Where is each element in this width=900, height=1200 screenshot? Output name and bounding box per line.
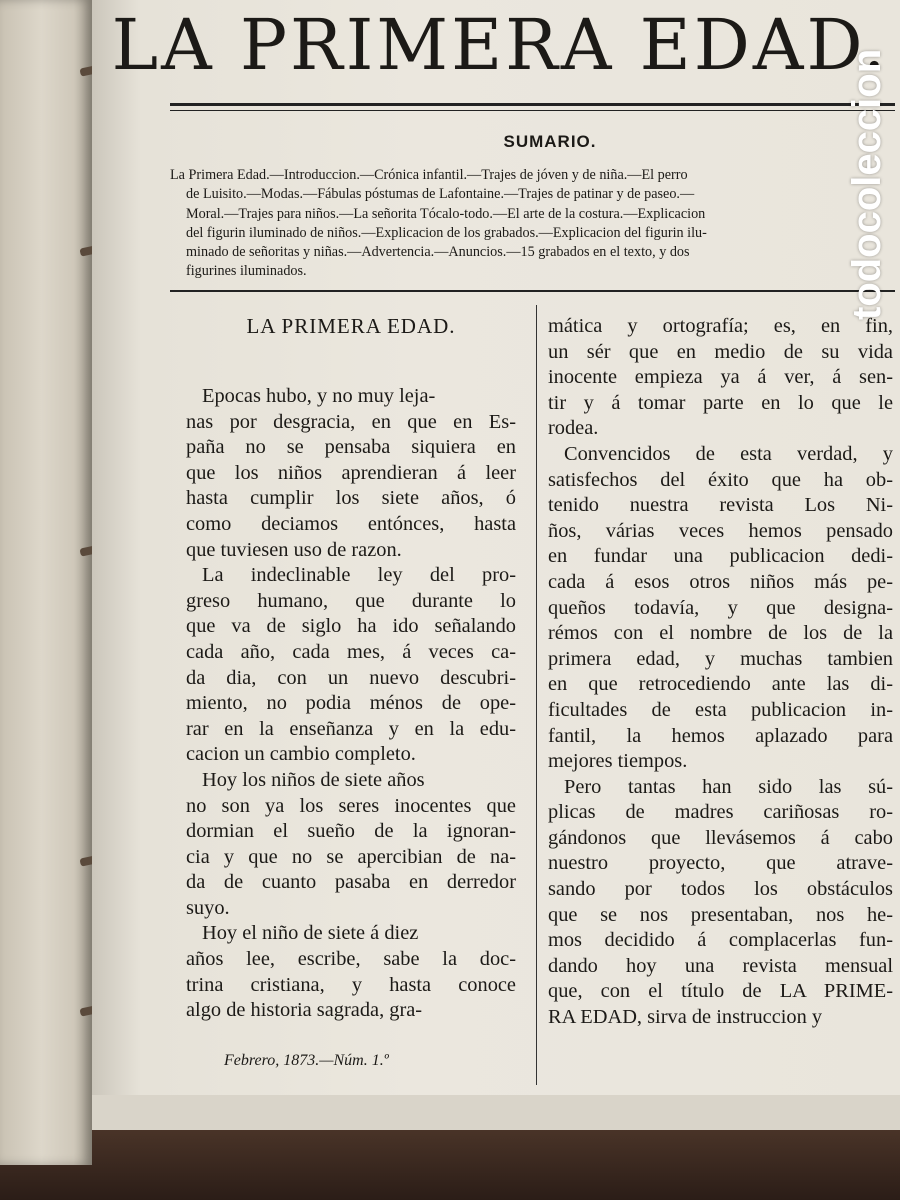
article-line: cia y que no se apercibian de na- [186,845,516,868]
article-line: tir y á tomar parte en lo que le [548,391,893,414]
masthead-rule-thin [170,110,895,111]
sumario-line: figurines iluminados. [186,263,307,280]
article-title: LA PRIMERA EDAD. [246,314,456,338]
article-line: hasta cumplir los siete años, ó [186,487,516,510]
section-rule [170,290,895,292]
article-line: inocente empieza ya á ver, á sen- [548,366,893,389]
article-line: cada año, cada mes, á veces ca- [186,640,516,663]
article-line: un sér que en medio de su vida [548,340,893,363]
article-line: que los niños aprendieran á leer [186,461,516,484]
article-line: como deciamos entónces, hasta [186,512,516,535]
article-line: mática y ortografía; es, en fin, [548,315,893,337]
article-line: Epocas hubo, y no muy leja- [202,385,436,407]
article-line: rodea. [548,417,599,440]
sumario-line: Moral.—Trajes para niños.—La señorita Tócalo-todo.—El arte de la costura.—Explicacion [186,205,706,222]
masthead-rule-thick [170,103,895,106]
article-line: nas por desgracia, en que en Es- [186,410,516,433]
article-line: mejores tiempos. [548,750,688,773]
article-line: mos decidido á complacerlas fun- [548,929,893,952]
article-line: cada á esos otros niños más pe- [548,570,893,593]
issue-footer: Febrero, 1873.—Núm. 1.º [224,1052,389,1069]
article-line: dormian el sueño de la ignoran- [186,820,516,843]
article-line: Convencidos de esta verdad, y [564,442,893,465]
article-line: que, con el título de LA PRIME- [548,980,893,1003]
article-line: cacion un cambio completo. [186,743,416,766]
masthead-title: LA PRIMERA EDAD. [111,4,889,86]
article-line: Hoy el niño de siete á diez [202,922,419,945]
article-line: paña no se pensaba siquiera en [186,436,516,459]
book-spine [0,0,92,1165]
column-divider [536,305,537,1085]
sumario-line: de Luisito.—Modas.—Fábulas póstumas de Lafontaine.—Trajes de patinar y de paseo.— [186,186,695,203]
article-line: sando por todos los obstáculos [548,878,893,901]
sumario-line: del figurin iluminado de niños.—Explicacion de los grabados.—Explicacion del figurin ilu- [186,224,707,241]
watermark: todocoleccion [845,48,889,320]
article-line: años lee, escribe, sabe la doc- [186,948,516,971]
article-line: ños, várias veces hemos pensado [548,519,893,542]
table-surface [0,1128,900,1200]
article-line: queños todavía, y que designa- [548,596,893,619]
article-line: que va de siglo ha ido señalando [186,615,516,638]
article-line: en fundar una publicacion dedi- [548,545,893,568]
article-line: greso humano, que durante lo [186,589,516,612]
sumario-contents [170,166,890,282]
article-line: gándonos que llevásemos á cabo [548,826,893,849]
article-line: ficultades de esta publicacion in- [548,698,893,721]
article-line: RA EDAD, sirva de instruccion y [548,1006,823,1029]
article-line: dando hoy una revista mensual [548,954,893,977]
article-line: miento, no podia ménos de ope- [186,692,516,715]
article-right-column [548,314,893,1031]
article-line: La indeclinable ley del pro- [202,564,516,587]
article-line: que se nos presentaban, nos he- [548,903,893,926]
article-line: algo de historia sagrada, gra- [186,999,423,1022]
article-line: plicas de madres cariñosas ro- [548,801,893,824]
article-line: Pero tantas han sido las sú- [564,775,893,798]
article-line: da dia, con un nuevo descubri- [186,666,516,689]
article-line: primera edad, y muchas tambien [548,647,893,670]
article-line: que tuviesen uso de razon. [186,538,402,561]
article-line: rémos con el nombre de los de la [548,622,893,645]
article-line: nuestro proyecto, que atrave- [548,852,893,875]
page-lower-edge [92,1095,900,1130]
article-line: suyo. [186,896,230,919]
article-line: tenido nuestra revista Los Ni- [548,494,893,517]
sumario-heading: SUMARIO. [503,132,597,151]
article-left-column [186,384,516,1024]
article-line: Hoy los niños de siete años [202,768,425,791]
article-line: satisfechos del éxito que ha ob- [548,468,893,491]
article-line: no son ya los seres inocentes que [186,794,516,817]
sumario-line: minado de señoritas y niñas.—Advertencia.—Anuncios.—15 grabados en el texto, y dos [186,244,690,261]
article-line: da de cuanto pasaba en derredor [186,871,516,894]
article-line: en que retrocediendo ante las di- [548,673,893,696]
article-line: fantil, la hemos aplazado para [548,724,893,747]
article-line: rar en la enseñanza y en la edu- [186,717,516,740]
article-line: trina cristiana, y hasta conoce [186,973,516,996]
sumario-line: La Primera Edad.—Introduccion.—Crónica infantil.—Trajes de jóven y de niña.—El perro [170,167,688,183]
